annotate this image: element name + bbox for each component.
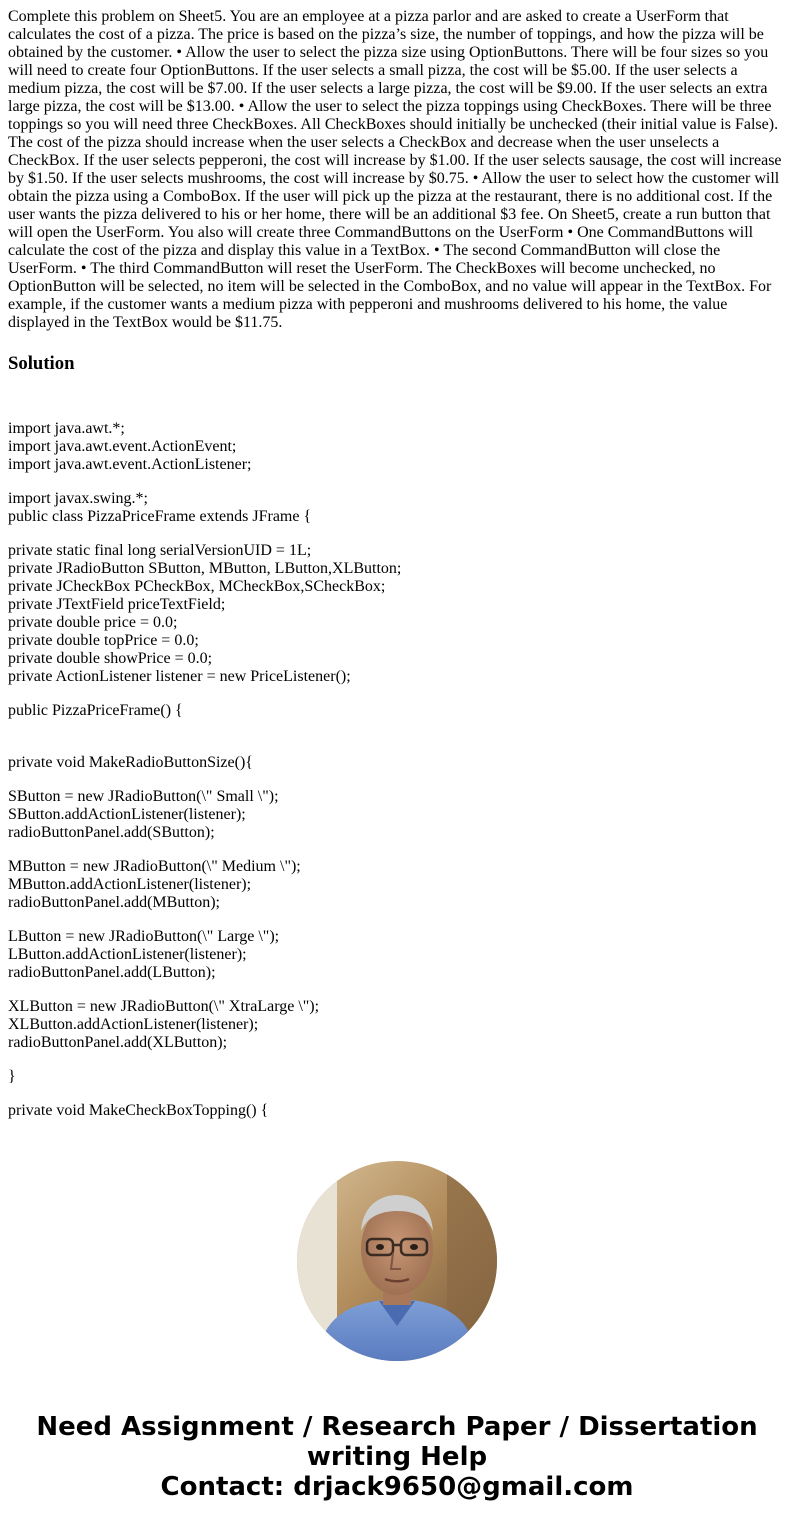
code-line: private void MakeRadioButtonSize(){ [8,754,253,771]
code-line: LButton.addActionListener(listener); [8,946,247,963]
code-line: private double topPrice = 0.0; [8,632,199,649]
code-line: private static final long serialVersionUID = 1L; [8,542,312,559]
code-line: import java.awt.event.ActionEvent; [8,438,237,455]
code-line: radioButtonPanel.add(SButton); [8,824,215,841]
solution-heading: Solution [8,353,75,374]
code-line: radioButtonPanel.add(MButton); [8,894,220,911]
code-line: private JRadioButton SButton, MButton, LButton,XLButton; [8,560,402,577]
code-line: SButton.addActionListener(listener); [8,806,246,823]
footer-line: writing Help [306,1442,488,1472]
footer-contact-line: Contact: drjack9650@gmail.com [160,1472,634,1502]
code-line: MButton.addActionListener(listener); [8,876,252,893]
code-line: public class PizzaPriceFrame extends JFrame { [8,508,312,525]
footer-line: Need Assignment / Research Paper / Dissertation [36,1412,758,1442]
contact-banner [0,1412,794,1502]
code-line: import javax.swing.*; [8,490,148,507]
code-line: import java.awt.*; [8,420,125,437]
code-line: } [8,1068,16,1085]
code-line: radioButtonPanel.add(XLButton); [8,1034,228,1051]
problem-statement: Complete this problem on Sheet5. You are an employee at a pizza parlor and are asked to create a UserForm that calculates the cost of a pizza. The price is based on the pizza’s size, the number of toppings, and how the pizza will be obtained by the customer. • Allow the user to select the pizza size using OptionButtons. There will be four sizes so you will need to create four OptionButtons. If the user selects a small pizza, the cost will be $5.00. If the user selects a medium pizza, the cost will be $7.00. If the user selects a large pizza, the cost will be $9.00. If the user selects an extra large pizza, the cost will be $13.00. • Allow the user to select the pizza toppings using CheckBoxes. There will be three toppings so you will need three CheckBoxes. All CheckBoxes should initially be unchecked (their initial value is False). The cost of the pizza should increase when the user selects a CheckBox and decrease when the user unselects a CheckBox. If the user selects pepperoni, the cost will increase by $1.00. If the user selects sausage, the cost will increase by $1.50. If the user selects mushrooms, the cost will increase by $0.75. • Allow the user to select how the customer will obtain the pizza using a ComboBox. If the user will pick up the pizza at the restaurant, there is no additional cost. If the user wants the pizza delivered to his or her home, there will be an additional $3 fee. On Sheet5, create a run button that will open the UserForm. You also will create three CommandButtons on the UserForm • One CommandButtons will calculate the cost of the pizza and display this value in a TextBox. • The second CommandButton will close the UserForm. • The third CommandButton will reset the UserForm. The CheckBoxes will become unchecked, no OptionButton will be selected, no item will be selected in the ComboBox, and no value will appear in the TextBox. For example, if the customer wants a medium pizza with pepperoni and mushrooms delivered to his home, the value displayed in the TextBox would be $11.75. [8,8,782,331]
code-line: private JCheckBox PCheckBox, MCheckBox,SCheckBox; [8,578,386,595]
code-block [8,420,786,1120]
code-line: SButton = new JRadioButton(\" Small \"); [8,788,279,805]
author-photo-avatar [297,1161,497,1361]
code-line: XLButton.addActionListener(listener); [8,1016,259,1033]
code-line: private double showPrice = 0.0; [8,650,213,667]
code-line: private void MakeCheckBoxTopping() { [8,1102,269,1119]
portrait-image [297,1161,497,1361]
code-line: import java.awt.event.ActionListener; [8,456,252,473]
code-line: LButton = new JRadioButton(\" Large \"); [8,928,280,945]
code-line: public PizzaPriceFrame() { [8,702,183,719]
code-line: MButton = new JRadioButton(\" Medium \"); [8,858,301,875]
code-line: XLButton = new JRadioButton(\" XtraLarge \"); [8,998,320,1015]
code-line: private double price = 0.0; [8,614,178,631]
code-line: radioButtonPanel.add(LButton); [8,964,216,981]
code-line: private JTextField priceTextField; [8,596,226,613]
code-line: private ActionListener listener = new PriceListener(); [8,668,351,685]
